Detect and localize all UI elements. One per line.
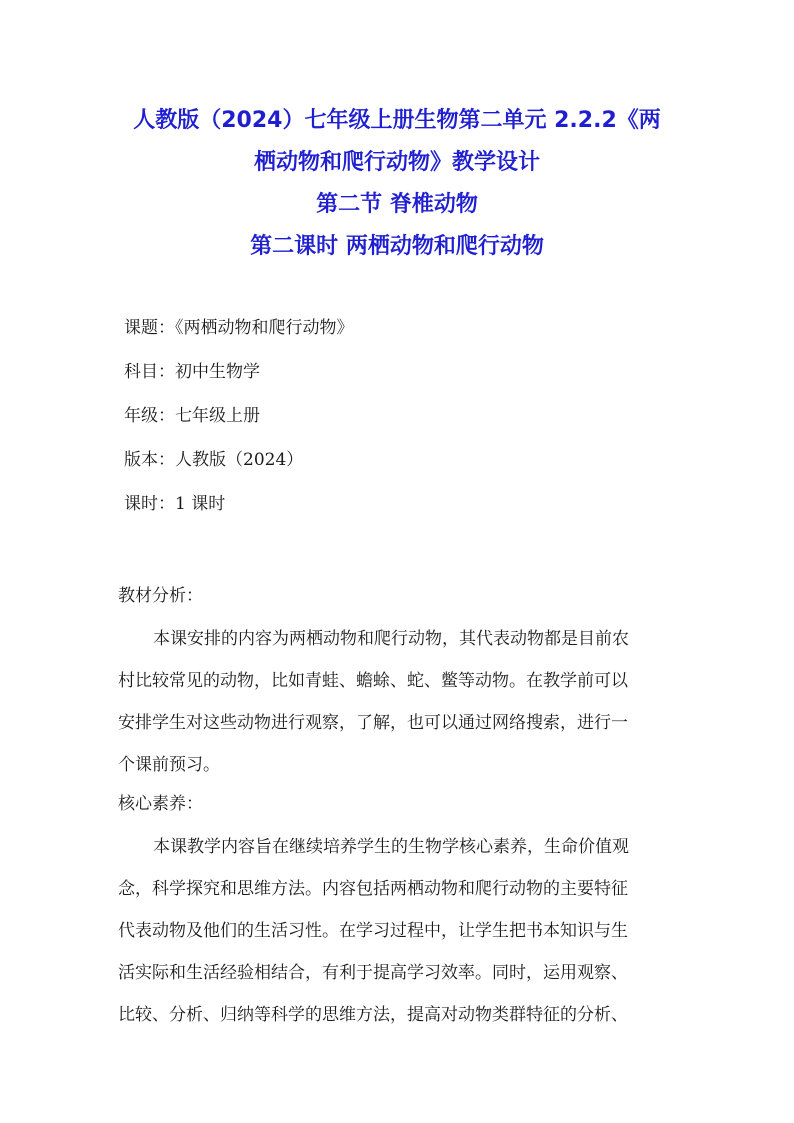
analysis-line: 个课前预习。 [118, 755, 220, 775]
section-title: 第二节 脊椎动物 [316, 192, 478, 217]
analysis-line: 安排学生对这些动物进行观察，了解，也可以通过网络搜索，进行一 [118, 713, 628, 733]
lesson-title: 第二课时 两栖动物和爬行动物 [250, 234, 544, 259]
literacy-line: 比较、分析、归纳等科学的思维方法，提高对动物类群特征的分析、 [118, 1005, 628, 1025]
meta-edition: 版本：人教版（2024） [124, 450, 304, 470]
literacy-line: 代表动物及他们的生活习性。在学习过程中，让学生把书本知识与生 [118, 921, 628, 941]
literacy-heading: 核心素养： [118, 794, 203, 814]
document-title [90, 100, 704, 268]
meta-subject: 科目：初中生物学 [124, 362, 260, 382]
analysis-line: 村比较常见的动物，比如青蛙、蟾蜍、蛇、鳖等动物。在教学前可以 [118, 671, 628, 691]
literacy-line: 活实际和生活经验相结合，有利于提高学习效率。同时，运用观察、 [118, 963, 628, 983]
meta-grade: 年级：七年级上册 [124, 406, 260, 426]
title-line-1: 人教版（2024）七年级上册生物第二单元 2.2.2《两 [133, 108, 661, 133]
document-body [118, 578, 688, 1036]
meta-topic: 课题：《两栖动物和爬行动物》 [124, 318, 354, 338]
title-line-2: 栖动物和爬行动物》教学设计 [253, 150, 540, 175]
analysis-heading: 教材分析： [118, 586, 203, 606]
literacy-line: 本课教学内容旨在继续培养学生的生物学核心素养，生命价值观 [153, 837, 629, 857]
literacy-line: 念，科学探究和思维方法。内容包括两栖动物和爬行动物的主要特征 [118, 879, 628, 899]
analysis-line: 本课安排的内容为两栖动物和爬行动物，其代表动物都是目前农 [153, 629, 629, 649]
meta-hours: 课时：1 课时 [124, 494, 226, 514]
lesson-meta [124, 310, 684, 530]
